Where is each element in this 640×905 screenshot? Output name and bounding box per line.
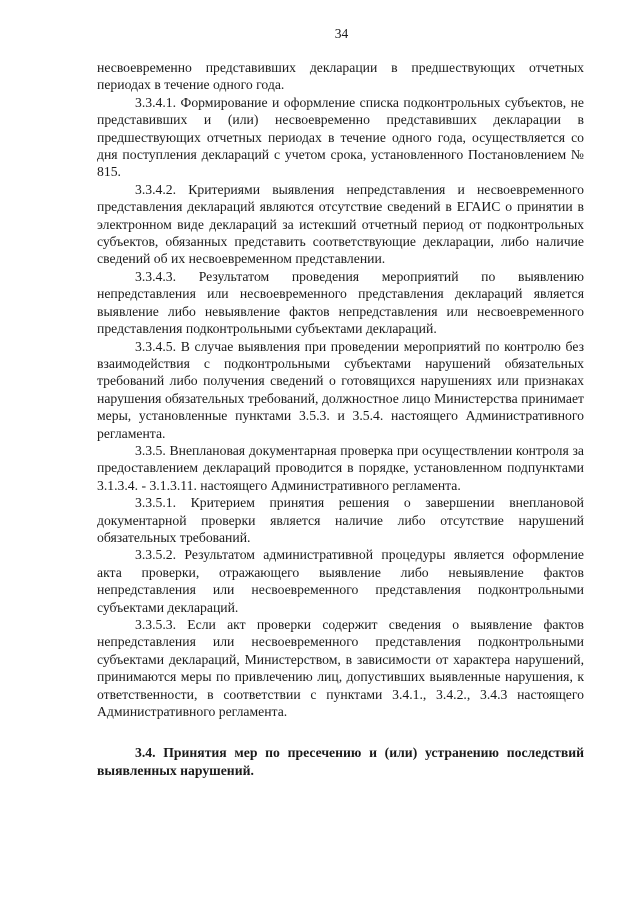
paragraph-3-3-5: 3.3.5. Внеплановая документарная проверка при осуществлении контроля за предоставлением деклараций проводится в порядке, установленном подпунктами 3.1.3.4. - 3.1.3.11. настоящего Административного регламента. (97, 442, 584, 493)
document-page (97, 26, 584, 779)
paragraph-3-3-4-5: 3.3.4.5. В случае выявления при проведении мероприятий по контролю без взаимодействия с подконтрольными субъектами нарушений обязательных требований либо получения сведений о готовящихся нарушениях или признаках нарушения обязательных требований, должностное лицо Министерства принимает меры, установленные пунктами 3.5.3. и 3.5.4. настоящего Административного регламента. (97, 338, 584, 441)
paragraph-continuation: несвоевременно представивших декларации в предшествующих отчетных периодах в течение одного года. (97, 60, 584, 93)
paragraph-3-3-4-1: 3.3.4.1. Формирование и оформление списка подконтрольных субъектов, не представивших и (или) несвоевременно представивших декларации в предшествующих отчетных периодах в течение одного года, осуществляется со дня поступления деклараций с учетом срока, установленного Постановлением № 815. (97, 94, 584, 180)
paragraph-3-3-4-2: 3.3.4.2. Критериями выявления непредставления и несвоевременного представления деклараций являются отсутствие сведений в ЕГАИС о принятии в электронном виде деклараций за истекший отчетный период от подконтрольных субъектов, обязанных представить соответствующие декларации, либо наличие сведений об их несвоевременном представлении. (97, 181, 584, 267)
paragraph-3-3-4-3: 3.3.4.3. Результатом проведения мероприятий по выявлению непредставления или несвоевременного представления деклараций является выявление либо невыявление фактов непредставления или несвоевременного представления подконтрольными субъектами деклараций. (97, 268, 584, 337)
paragraph-3-3-5-3: 3.3.5.3. Если акт проверки содержит сведения о выявление фактов непредставления или несвоевременного представления подконтрольными субъектами деклараций, Министерством, в зависимости от характера нарушений, принимаются меры по привлечению лиц, допустивших выявленные нарушения, к ответственности, в соответствии с пунктами 3.4.1., 3.4.2., 3.4.3 настоящего Административного регламента. (97, 617, 584, 720)
paragraph-3-3-5-1: 3.3.5.1. Критерием принятия решения о завершении внеплановой документарной проверки является наличие либо отсутствие нарушений обязательных требований. (97, 495, 584, 545)
page-number: 34 (334, 26, 349, 41)
paragraph-3-3-5-2: 3.3.5.2. Результатом административной процедуры является оформление акта проверки, отражающего выявление либо невыявление фактов непредставления или несвоевременного представления подконтрольными субъектами деклараций. (97, 547, 584, 615)
section-heading: 3.4. Принятия мер по пресечению и (или) устранению последствий выявленных нарушений. (97, 745, 584, 778)
